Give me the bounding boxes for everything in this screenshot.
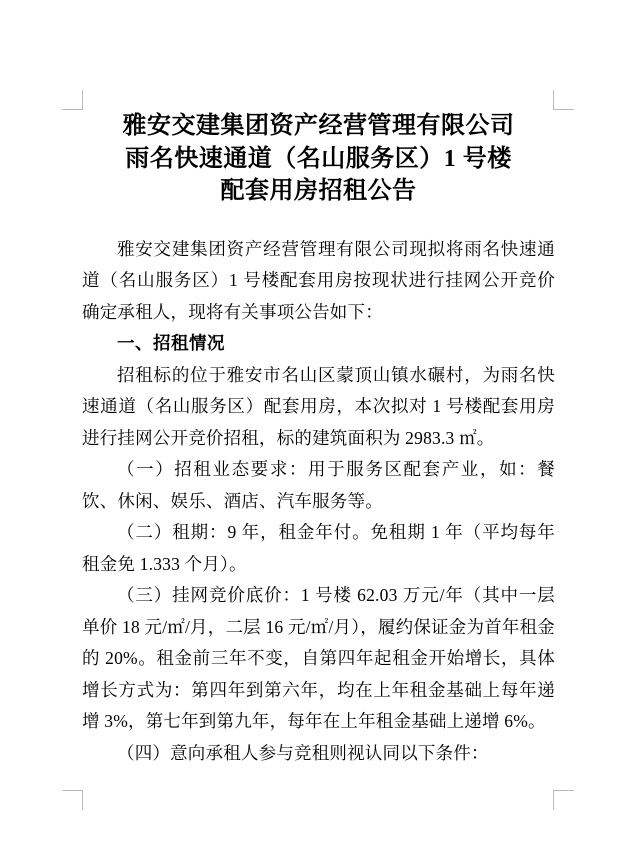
margin-crop-mark-top-left: [62, 90, 83, 110]
document-title-line-2: 雨名快速通道（名山服务区）1 号楼: [125, 145, 512, 172]
paragraph-bidder-conditions: （四）意向承租人参与竞租则视认同以下条件：: [117, 742, 489, 763]
document-title-line-3: 配套用房招租公告: [220, 178, 417, 204]
document-title: [82, 110, 555, 208]
section-heading-rental-overview: 一、招租情况: [117, 333, 225, 353]
margin-crop-mark-top-right: [553, 90, 574, 110]
paragraph-business-requirements: （一）招租业态要求：用于服务区配套产业，如：餐饮、休闲、娱乐、酒店、汽车服务等。: [82, 459, 555, 511]
margin-crop-mark-bottom-right: [553, 790, 574, 810]
paragraph-base-price: （三）挂网竞价底价：1 号楼 62.03 万元/年（其中一层单价 18 元/㎡/月，二层 16 元/㎡/月），履约保证金为首年租金的 20%。租金前三年不变，自第四年起租金开始增长，具体增长方式为：第四年到第六年，均在上年租金基础上每年递增 3%，第七年到第九年，每年在上年租金基础上递增 6%。: [82, 585, 555, 731]
paragraph-location: 招租标的位于雅安市名山区蒙顶山镇水碾村，为雨名快速通道（名山服务区）配套用房，本次拟对 1 号楼配套用房进行挂网公开竞价招租，标的建筑面积为 2983.3 ㎡。: [82, 364, 555, 448]
document-text-area: [82, 110, 555, 769]
paragraph-lease-term: （二）租期：9 年，租金年付。免租期 1 年（平均每年租金免 1.333 个月）。: [82, 522, 555, 574]
margin-crop-mark-bottom-left: [62, 790, 83, 810]
intro-paragraph: 雅安交建集团资产经营管理有限公司现拟将雨名快速通道（名山服务区）1 号楼配套用房按现状进行挂网公开竞价确定承租人，现将有关事项公告如下：: [82, 238, 555, 322]
document-title-line-1: 雅安交建集团资产经营管理有限公司: [122, 113, 515, 139]
